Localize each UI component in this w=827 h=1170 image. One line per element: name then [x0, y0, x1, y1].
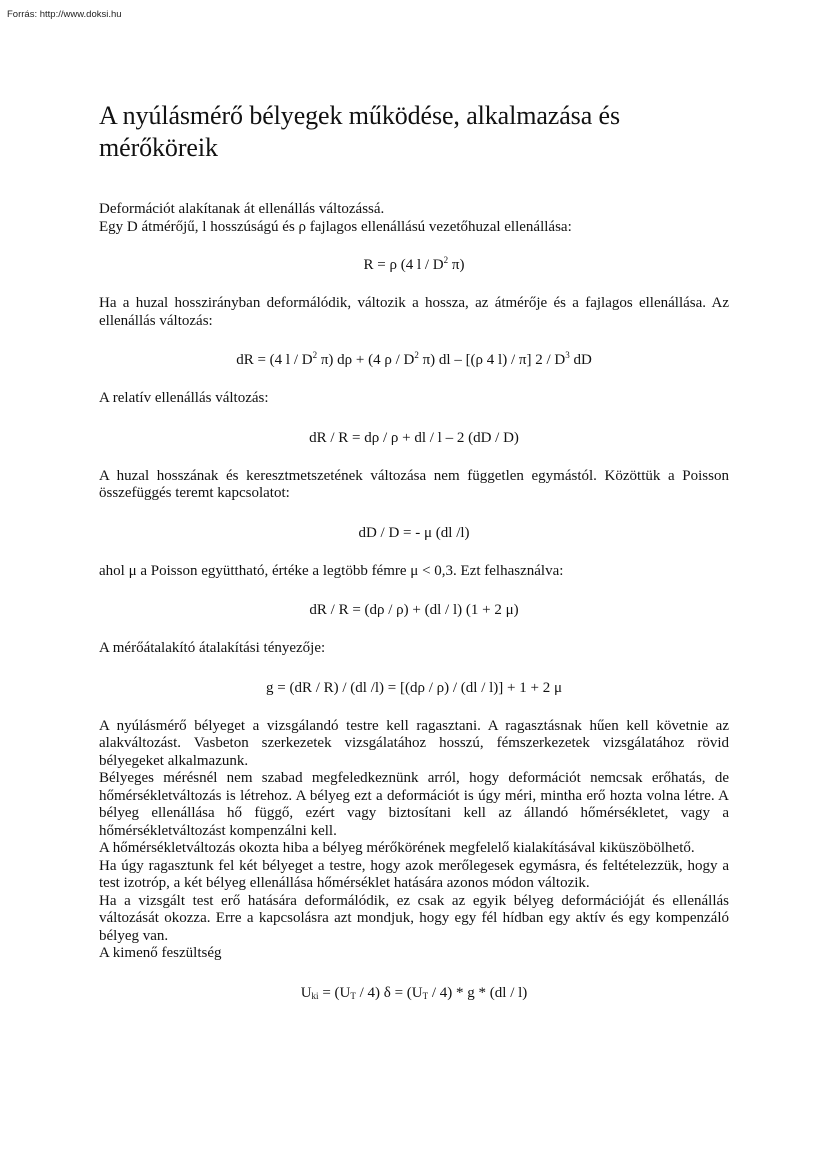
paragraph-mounting: A nyúlásmérő bélyeget a vizsgálandó testre kell ragasztani. A ragasztásnak hűen kell követnie az alakváltozást. Vasbeton szerkezetek vizsgálatához hosszú, fémszerkezetek vizsgálatához rövid bélyegeket alkalmazunk.: [99, 717, 729, 769]
paragraph-temperature: Bélyeges mérésnél nem szabad megfeledkeznünk arról, hogy deformációt nemcsak erőhatás, de hőmérsékletváltozás is létrehoz. A bélyeg ezt a deformációt is úgy méri, mintha erő hozta volna létre. A bélyeg ellenállása hő függő, ezért vagy biztosítani kell az állandó hőmérsékletet, vagy a hőmérsékletváltozást kompenzálni kell.: [99, 770, 729, 839]
paragraph-output-voltage: A kimenő feszültség: [99, 945, 222, 961]
paragraph-poisson-coefficient: ahol μ a Poisson együttható, értéke a legtöbb fémre μ < 0,3. Ezt felhasználva:: [99, 562, 564, 579]
equation-poisson: dD / D = - μ (dl /l): [358, 524, 470, 541]
paragraph-intro-1: Deformációt alakítanak át ellenállás változássá.: [99, 201, 385, 217]
source-label: Forrás: http://www.doksi.hu: [7, 9, 122, 20]
document-body: [99, 100, 729, 1002]
equation-resistance-change: dR = (4 l / $D^2$ π) dρ + (4 ρ / $D^2$ π) dl – [(ρ 4 l) / π] $2 / D^3$ dD: [236, 350, 592, 368]
equation-resistance: R = ρ (4 l / $D^2$ π): [363, 255, 465, 273]
paragraph-relative-change: A relatív ellenállás változás:: [99, 390, 269, 406]
paragraph-compensation: A hőmérsékletváltozás okozta hiba a bélyeg mérőkörének megfelelő kialakításával kiküszöbölhető.: [99, 840, 695, 856]
equation-output-voltage: $U_{ki} = (U_T / 4) \delta = (U_T / 4) * g * (dl / l)$: [300, 984, 528, 1001]
paragraph-half-bridge: Ha a vizsgált test erő hatására deformálódik, ez csak az egyik bélyeg deformációját és ellenállás változását okozza. Erre a kapcsolásra azt mondjuk, hogy egy fél hídban egy aktív és egy kompenzáló bélyeg van.: [99, 892, 729, 944]
paragraph-gauge-factor: A mérőátalakító átalakítási tényezője:: [99, 640, 326, 656]
paragraph-intro-2: Egy D átmérőjű, l hosszúságú és ρ fajlagos ellenállású vezetőhuzal ellenállása:: [99, 218, 572, 235]
paragraph-deformation: Ha a huzal hosszirányban deformálódik, változik a hossza, az átmérője és a fajlagos ellenállása. Az ellenállás változás:: [99, 295, 729, 329]
equation-relative-change: dR / R = dρ / ρ + dl / l – 2 (dD / D): [309, 429, 519, 446]
equation-relative-poisson: dR / R = (dρ / ρ) + (dl / l) (1 + 2 μ): [309, 602, 519, 618]
document-title: A nyúlásmérő bélyegek működése, alkalmazása és mérőköreik: [99, 101, 620, 162]
equation-gauge-factor: g = (dR / R) / (dl /l) = [(dρ / ρ) / (dl / l)] + 1 + 2 μ: [266, 679, 562, 696]
paragraph-poisson: A huzal hosszának és keresztmetszetének változása nem független egymástól. Közöttük a Poisson összefüggés teremt kapcsolatot:: [99, 467, 729, 501]
paragraph-two-gauges: Ha úgy ragasztunk fel két bélyeget a testre, hogy azok merőlegesek egymásra, és feltételezzük, hogy a test izotróp, a két bélyeg ellenállása hőmérséklet hatására azonos módon változik.: [99, 857, 729, 891]
